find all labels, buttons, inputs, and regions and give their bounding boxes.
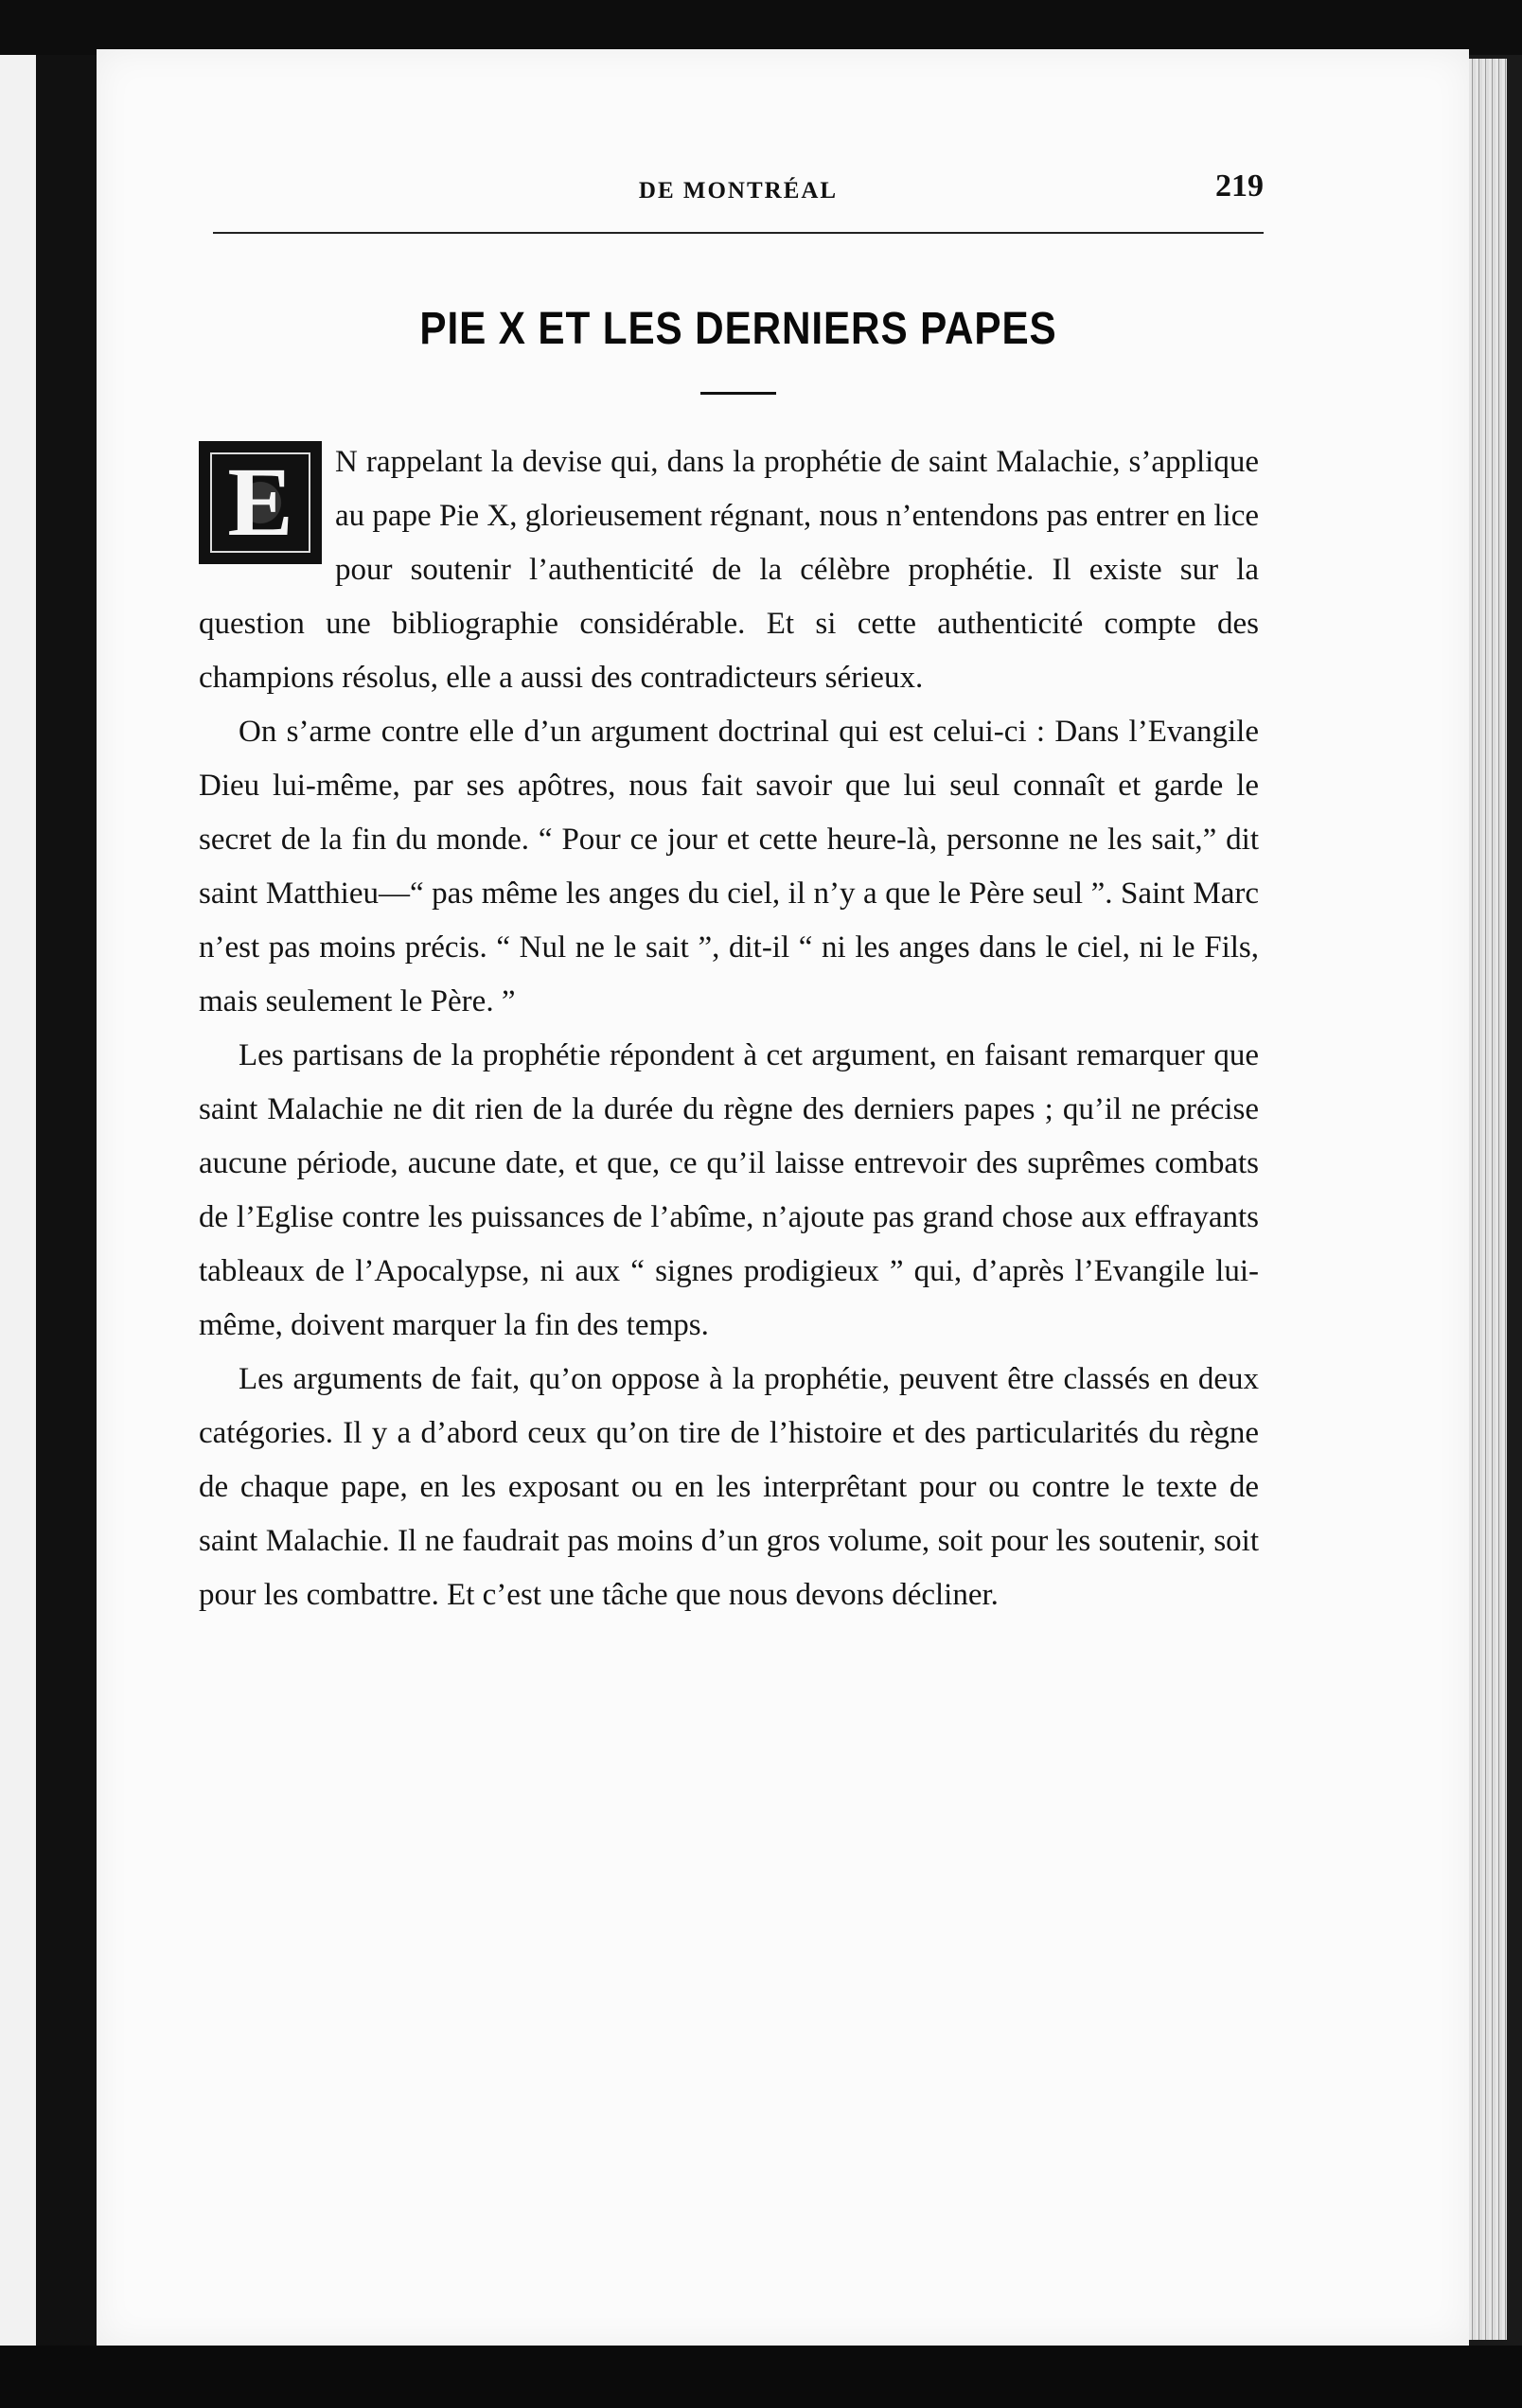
- header-rule: [213, 232, 1264, 234]
- title-rule: [700, 392, 776, 395]
- dropcap-letter: E: [227, 448, 293, 557]
- paragraph-2: On s’arme contre elle d’un argument doctrinal qui est celui-ci : Dans l’Evangile Dieu lui-même, par ses apôtres, nous fait savoir que lui seul connaît et garde le secret de la fin du monde. “ Pour ce jour et cette heure-là, personne ne les sait,” dit saint Matthieu—“ pas même les anges du ciel, il n’y a que le Père seul ”. Saint Marc n’est pas moins précis. “ Nul ne le sait ”, dit-il “ ni les anges dans le ciel, ni le Fils, mais seulement le Père. ”: [199, 715, 1259, 1018]
- chapter-title: PIE X ET LES DERNIERS PAPES: [419, 304, 1057, 354]
- previous-page-strip: [0, 55, 36, 2346]
- ornamental-dropcap: [199, 441, 322, 564]
- page-edges: [1469, 59, 1507, 2340]
- paragraph-4: Les arguments de fait, qu’on oppose à la prophétie, peuvent être classés en deux catégories. Il y a d’abord ceux qu’on tire de l’histoire et des particularités du règne de chaque pape, en les exposant ou en les interprêtant pour ou contre le texte de saint Malachie. Il ne faudrait pas moins d’un gros volume, soit pour les soutenir, soit pour les combattre. Et c’est une tâche que nous devons décliner.: [199, 1362, 1259, 1612]
- body-text: [199, 435, 1259, 1622]
- page-number: 219: [1215, 168, 1264, 204]
- page-header: [213, 168, 1264, 225]
- paragraph-1: [199, 435, 1259, 705]
- paragraph-1-first-word: N: [335, 445, 358, 479]
- running-head: DE MONTRÉAL: [638, 178, 839, 204]
- scan-border-top: [0, 0, 1522, 55]
- book-gutter: [36, 55, 97, 2346]
- scan-border-bottom: [0, 2346, 1522, 2408]
- paragraph-1-text: rappelant la devise qui, dans la prophétie de saint Malachie, s’applique au pape Pie X, glorieusement régnant, nous n’entendons pas entrer en lice pour soutenir l’authenticité de la célèbre prophétie. Il existe sur la question une bibliographie considérable. Et si cette authenticité compte des champions résolus, elle a aussi des contradicteurs sérieux.: [199, 445, 1259, 695]
- paragraph-3: Les partisans de la prophétie répondent à cet argument, en faisant remarquer que saint Malachie ne dit rien de la durée du règne des derniers papes ; qu’il ne précise aucune période, aucune date, et que, ce qu’il laisse entrevoir des suprêmes combats de l’Eglise contre les puissances de l’abîme, n’ajoute pas grand chose aux effrayants tableaux de l’Apocalypse, ni aux “ signes prodigieux ” qui, d’après l’Evangile lui-même, doivent marquer la fin des temps.: [199, 1038, 1259, 1342]
